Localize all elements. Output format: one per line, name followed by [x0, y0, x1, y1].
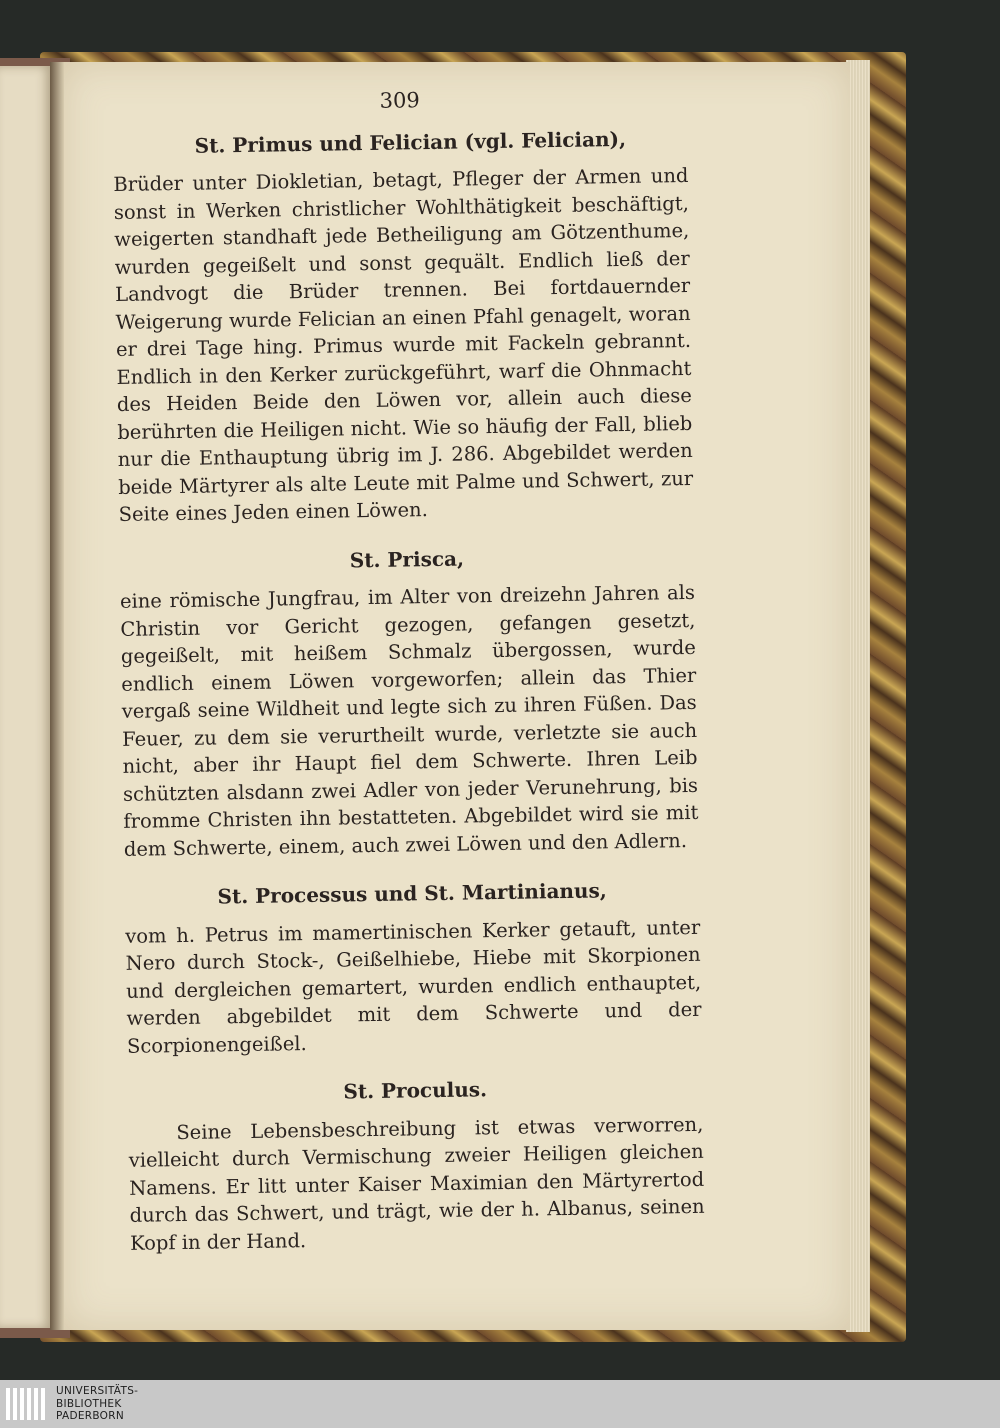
heading-proculus: St. Proculus. [343, 1077, 488, 1104]
library-name [56, 1385, 138, 1423]
heading-processus-martinianus: St. Processus und St. Martinianus, [217, 878, 607, 909]
library-footer-bar [0, 1380, 1000, 1428]
left-page-sliver [0, 66, 52, 1328]
paragraph-prisca: eine römische Jungfrau, im Alter von dreizehn Jahren als Christin vor Gericht gezogen, gefangen gesetzt, gegeißelt, mit heißem Schmalz übergossen, wurde endlich einem Löwen vorgeworfen; allein das Thier vergaß seine Wildheit und legte sich zu ihren Füßen. Das Feuer, zu dem sie verurtheilt wurde, verletzte sie auch nicht, aber ihr Haupt fiel dem Schwerte. Ihren Leib schützten alsdann zwei Adler von jeder Verunehrung, bis fromme Christen ihn bestatteten. Abgebildet wird sie mit dem Schwerte, einem, auch zwei Löwen und den Adlern. [119, 580, 699, 861]
library-logo-icon [4, 1384, 48, 1424]
library-name-line2: BIBLIOTHEK [56, 1397, 122, 1410]
library-name-line1: UNIVERSITÄTS- [56, 1385, 139, 1397]
paragraph-processus-martinianus: vom h. Petrus im mamertinischen Kerker getauft, unter Nero durch Stock-, Geißelhiebe, Hiebe mit Skorpionen und dergleichen gemartert, wurden endlich enthauptet, werden abgebildet mit dem Schwerte und der Scorpionengeißel. [125, 915, 702, 1058]
heading-prisca: St. Prisca, [349, 546, 465, 572]
heading-primus-felician: St. Primus und Felician (vgl. Felician), [194, 126, 627, 158]
page-text [112, 83, 706, 1279]
library-name-line3: PADERBORN [56, 1410, 124, 1422]
page-number: 309 [379, 88, 420, 113]
paragraph-primus-felician: Brüder unter Diokletian, betagt, Pfleger der Armen und sonst in Werken christlicher Wohlthätigkeit beschäftigt, weigerten standhaft jede Betheiligung am Götzenthume, wurden gegeißelt und sonst gequält. Endlich ließ der Landvogt die Brüder trennen. Bei fortdauernder Weigerung wurde Felician an einen Pfahl genagelt, woran er drei Tage hing. Primus wurde mit Fackeln gebrannt. Endlich in den Kerker zurückgeführt, warf die Ohnmacht des Heiden Beide den Löwen vor, allein auch diese berührten die Heiligen nicht. Wie so häufig der Fall, blieb nur die Enthauptung übrig im J. 286. Abgebildet werden beide Märtyrer als alte Leute mit Palme und Schwert, zur Seite eines Jeden einen Löwen. [113, 163, 694, 526]
book-gutter [50, 62, 64, 1330]
paragraph-proculus: Seine Lebensbeschreibung ist etwas verworren, vielleicht durch Vermischung zweier Heiligen gleichen Namens. Er litt unter Kaiser Maximian den Märtyrertod durch das Schwert, und trägt, wie der h. Albanus, seinen Kopf in der Hand. [128, 1112, 705, 1255]
